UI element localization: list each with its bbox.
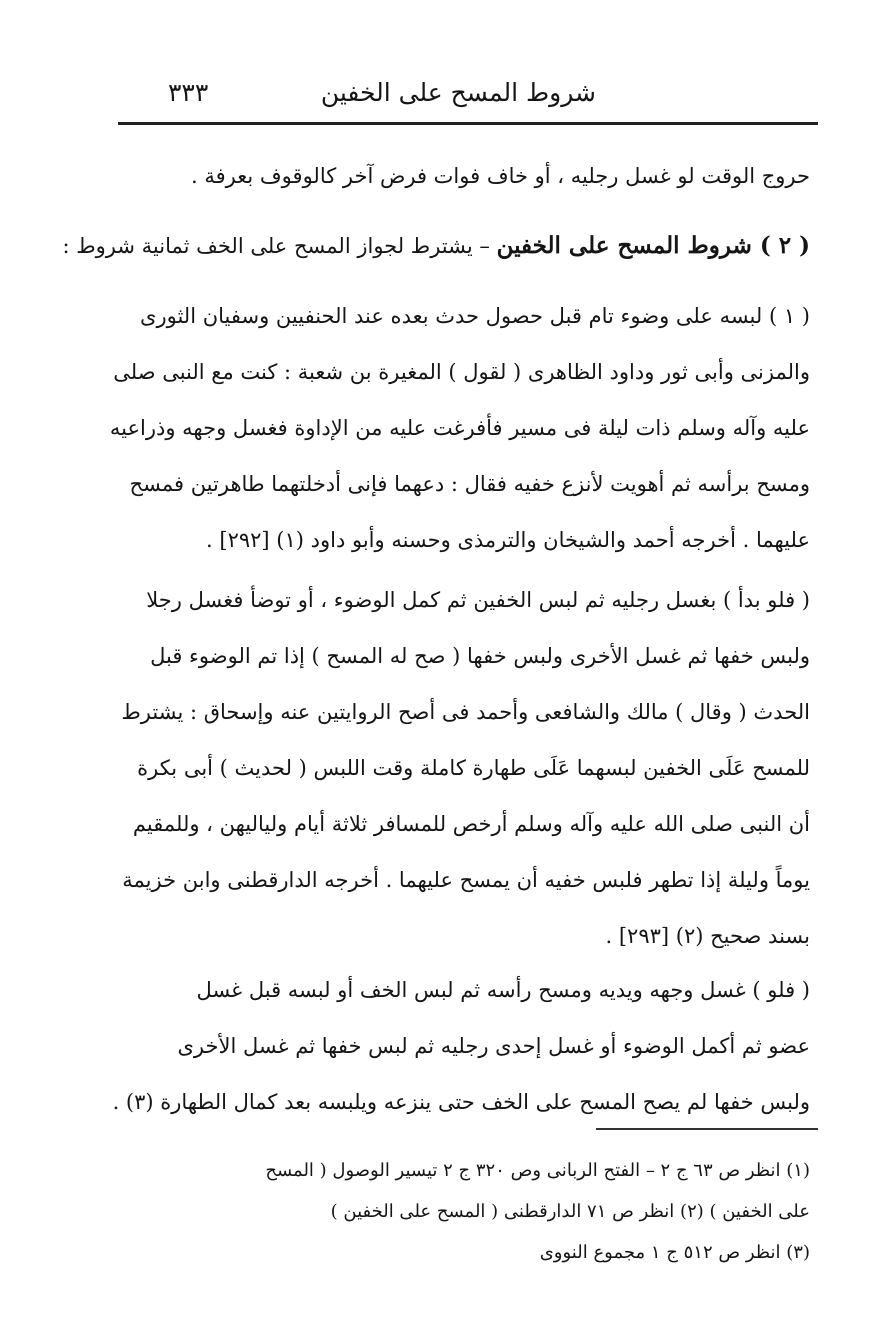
text-line: ومسح برأسه ثم أهويت لأنزع خفيه فقال : دعهما فإنى أدخلتهما طاهرتين فمسح <box>129 472 810 496</box>
paragraph-if-washed <box>112 962 810 1130</box>
text-line: الحدث ( وقال ) مالك والشافعى وأحمد فى أصح الروايتين عنه وإسحاق : يشترط <box>121 700 810 724</box>
page-number: ٣٣٣ <box>168 78 209 107</box>
section-heading-line <box>62 218 810 274</box>
paragraph-continuation <box>130 148 810 204</box>
paragraph-condition-one <box>109 288 810 568</box>
section-intro-text: – يشترط لجواز المسح على الخف ثمانية شروط : <box>62 234 490 258</box>
text-line: عضو ثم أكمل الوضوء أو غسل إحدى رجليه ثم لبس خفها ثم غسل الأخرى <box>177 1034 810 1058</box>
text-line: ( فلو بدأ ) بغسل رجليه ثم لبس الخفين ثم كمل الوضوء ، أو توضأ فغسل رجلا <box>146 588 810 612</box>
section-heading-paragraph <box>62 218 810 274</box>
running-head <box>120 70 820 118</box>
section-heading: ( ٢ ) شروط المسح على الخفين <box>496 232 810 259</box>
text-line: ولبس خفها لم يصح المسح على الخف حتى ينزعه ويلبسه بعد كمال الطهارة (٣) . <box>112 1090 810 1114</box>
footnotes <box>130 1150 810 1273</box>
text-line: ( فلو ) غسل وجهه ويديه ومسح رأسه ثم لبس الخف أو لبسه قبل غسل <box>196 978 810 1002</box>
paragraph-if-started <box>121 572 810 964</box>
footnote-rule <box>596 1128 818 1130</box>
text-line: عليهما . أخرجه أحمد والشيخان والترمذى وحسنه وأبو داود (١) [٢٩٢] . <box>206 528 810 552</box>
footnote-line: على الخفين ) (٢) انظر ص ٧١ الدارقطنى ( المسح على الخفين ) <box>330 1201 810 1222</box>
text-line: عليه وآله وسلم ذات ليلة فى مسير فأفرغت عليه من الإداوة فغسل وجهه وذراعيه <box>109 416 810 440</box>
footnote-line: (١) انظر ص ٦٣ ج ٢ – الفتح الربانى وص ٣٢٠ ج ٢ تيسير الوصول ( المسح <box>265 1160 810 1181</box>
text-line: والمزنى وأبى ثور وداود الظاهرى ( لقول ) المغيرة بن شعبة : كنت مع النبى صلى <box>113 360 810 384</box>
text-line: للمسح عَلَى الخفين لبسهما عَلَى طهارة كاملة وقت اللبس ( لحديث ) أبى بكرة <box>137 756 810 780</box>
text-line: بسند صحيح (٢) [٢٩٣] . <box>605 924 810 948</box>
text-line: ( ١ ) لبسه على وضوء تام قبل حصول حدث بعده عند الحنفيين وسفيان الثورى <box>140 304 810 328</box>
text-line: ولبس خفها ثم غسل الأخرى ولبس خفها ( صح له المسح ) إذا تم الوضوء قبل <box>150 644 810 668</box>
header-rule <box>118 122 818 125</box>
running-title: شروط المسح على الخفين <box>320 78 596 107</box>
text-line: يوماً وليلة إذا تطهر فلبس خفيه أن يمسح عليهما . أخرجه الدارقطنى وابن خزيمة <box>122 868 810 892</box>
footnote-line: (٣) انظر ص ٥١٢ ج ١ مجموع النووى <box>539 1242 810 1263</box>
text-line: حروج الوقت لو غسل رجليه ، أو خاف فوات فرض آخر كالوقوف بعرفة . <box>191 164 810 188</box>
text-line: أن النبى صلى الله عليه وآله وسلم أرخص للمسافر ثلاثة أيام ولياليهن ، وللمقيم <box>132 812 810 836</box>
